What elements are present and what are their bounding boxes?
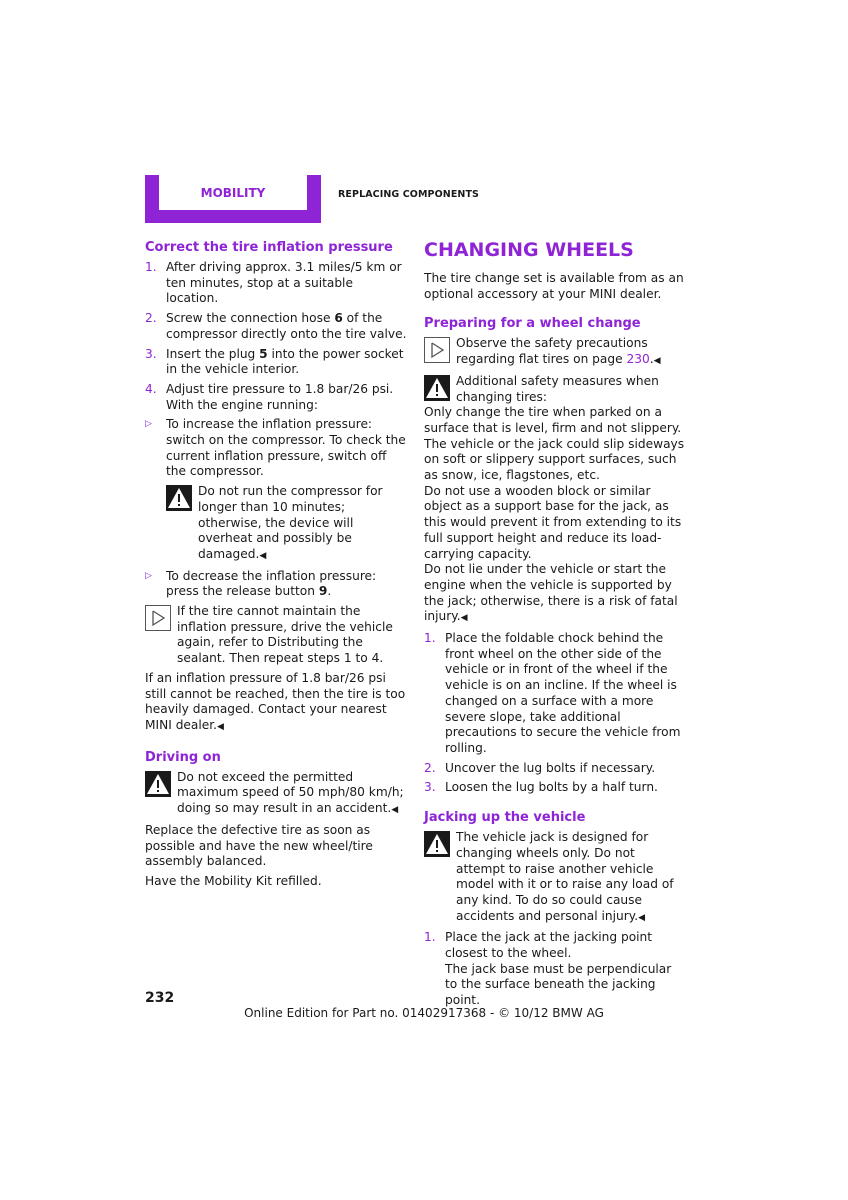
warning-text: Only change the tire when parked on a surface that is level, firm and not slippery.: [424, 405, 682, 435]
warning-text: Do not use a wooden block or similar object as a support base for the jack, as this would prevent it from extending to its full support height and reduce its load-carrying capacity.: [424, 483, 682, 561]
warning-icon: [424, 375, 450, 401]
warning-icon: [166, 485, 192, 511]
step-text: Adjust tire pressure to 1.8 bar/26 psi. With the engine running:: [166, 381, 394, 412]
warning-text: Do not run the compressor for longer than 10 minutes; otherwise, the device will overheat and possibly be damaged.: [198, 484, 383, 561]
step-text: Uncover the lug bolts if necessary.: [445, 760, 656, 775]
bullet-triangle-icon: ▷: [145, 570, 152, 581]
step-ref: 5: [259, 346, 268, 361]
info-arrow-icon: [145, 605, 171, 631]
bullet-triangle-icon: ▷: [145, 419, 152, 430]
warning-text: Do not lie under the vehicle or start the engine when the vehicle is supported by the jack; otherwise, there is a risk of fatal injury.◀: [424, 562, 678, 624]
page-title: CHANGING WHEELS: [424, 239, 634, 261]
bullet-ref: 9: [318, 584, 328, 599]
page-number: 232: [145, 990, 175, 1006]
warning-note: [145, 770, 407, 819]
info-text: Observe the safety precautions regarding flat tires on page: [456, 336, 648, 367]
step-number: 2.: [145, 311, 157, 326]
subheading-tire-pressure: Correct the tire inflation pressure: [145, 240, 393, 255]
bullet-item: [145, 569, 407, 600]
bullet-text: .: [327, 584, 332, 599]
step-text: Place the jack at the jacking point closest to the wheel.: [445, 930, 653, 961]
warning-note: [424, 374, 686, 405]
step-number: 3.: [145, 346, 157, 361]
warning-text: The vehicle or the jack could slip sideways on soft or slippery support surfaces, such as snow, ice, flagstones, etc.: [424, 436, 685, 483]
list-item: [424, 761, 686, 777]
warning-text: The vehicle jack is designed for changing wheels only. Do not attempt to raise another vehicle model with it or to raise any load of any kind. To do so could cause accidents and personal injury.: [456, 830, 674, 923]
info-arrow-icon: [424, 337, 450, 363]
end-marker-icon: ◀: [460, 613, 468, 624]
step-text: of the compressor directly onto the tire valve.: [166, 311, 407, 341]
info-text: If the tire cannot maintain the inflation pressure, drive the vehicle again, refer to Distributing the sealant. Then repeat steps 1 to 4.: [177, 604, 393, 666]
step-ref: 6: [334, 311, 343, 326]
step-number: 3.: [424, 780, 436, 795]
subheading-preparing: Preparing for a wheel change: [424, 316, 641, 332]
subheading-driving-on: Driving on: [145, 749, 221, 765]
left-column: [145, 240, 407, 894]
end-marker-icon: ◀: [391, 805, 399, 816]
paragraph: If an inflation pressure of 1.8 bar/26 psi still cannot be reached, then the tire is too heavily damaged. Contact your nearest MINI dealer.◀: [145, 670, 406, 732]
end-marker-icon: ◀: [638, 912, 646, 923]
step-text: Screw the connection hose: [166, 311, 335, 326]
warning-note: [424, 830, 686, 926]
info-note: Observe the safety precautions regarding flat tires on page 230.◀: [424, 336, 686, 369]
step-text: into the power socket in the vehicle interior.: [166, 346, 404, 377]
step-number: 1.: [145, 260, 157, 274]
end-marker-icon: ◀: [259, 550, 267, 561]
warning-note: [166, 484, 407, 565]
bullet-text: To increase the inflation pressure: switch on the compressor. To check the current inflation pressure, switch off the compressor.: [166, 417, 406, 479]
step-text: Place the foldable chock behind the front wheel on the other side of the vehicle or in front of the wheel if the vehicle is on an incline. If the wheel is changed on a surface with a more severe slope, take additional precautions to secure the vehicle from rolling.: [445, 631, 681, 755]
topic-title: REPLACING COMPONENTS: [338, 189, 479, 200]
warning-icon: [424, 831, 450, 857]
list-item: [145, 260, 407, 307]
page-link[interactable]: 230: [626, 352, 650, 367]
edition-note: Online Edition for Part no. 01402917368 - © 10/12 BMW AG: [244, 1006, 604, 1020]
bullet-text: To decrease the inflation pressure: press the release button: [166, 568, 377, 599]
info-note: [145, 604, 407, 667]
step-number: 1.: [424, 930, 436, 945]
paragraph: Have the Mobility Kit refilled.: [145, 873, 322, 888]
list-item: [424, 631, 686, 757]
list-item: [145, 382, 407, 413]
step-number: 4.: [145, 381, 157, 396]
list-item: [145, 347, 407, 378]
right-column: [424, 237, 686, 1013]
list-item: [424, 780, 686, 796]
step-text: Insert the plug: [166, 346, 260, 361]
step-number: 2.: [424, 760, 436, 775]
subheading-jacking: Jacking up the vehicle: [424, 810, 586, 826]
list-item: [424, 930, 686, 1009]
section-tab: [145, 175, 321, 223]
warning-text: Do not exceed the permitted maximum speed of 50 mph/80 km/h; doing so may result in an accident.: [177, 769, 404, 816]
warning-text: Additional safety measures when changing tires:: [456, 373, 659, 404]
section-title: MOBILITY: [200, 186, 266, 200]
paragraph: The tire change set is available from as an optional accessory at your MINI dealer.: [424, 271, 684, 301]
bullet-item: [145, 417, 407, 480]
end-marker-icon: ◀: [217, 721, 224, 732]
list-item: [145, 311, 407, 342]
paragraph: Replace the defective tire as soon as possible and have the new wheel/tire assembly balanced.: [145, 822, 373, 869]
step-text: The jack base must be perpendicular to the surface beneath the jacking point.: [445, 961, 672, 1008]
warning-icon: [145, 771, 171, 797]
end-marker-icon: ◀: [653, 356, 661, 367]
section-tab-inner: [159, 175, 307, 210]
step-number: 1.: [424, 631, 436, 646]
step-text: Loosen the lug bolts by a half turn.: [445, 780, 658, 795]
step-text: After driving approx. 3.1 miles/5 km or ten minutes, stop at a suitable location.: [166, 260, 402, 306]
